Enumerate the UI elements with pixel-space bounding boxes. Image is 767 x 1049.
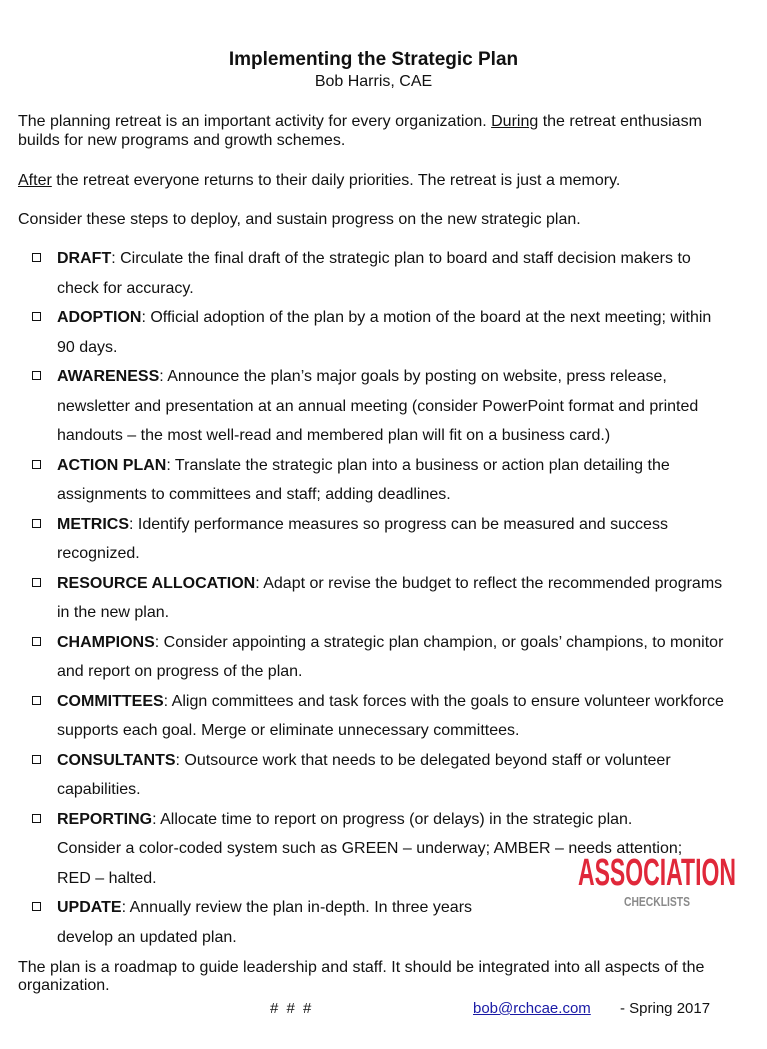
item-label: DRAFT (57, 250, 112, 267)
checklist-item-adoption (0, 303, 767, 362)
item-label: CONSULTANTS (57, 751, 176, 769)
checkbox-icon[interactable] (32, 755, 41, 764)
checkbox-icon[interactable] (32, 460, 41, 469)
underlined-word: During (491, 113, 539, 130)
checkbox-icon[interactable] (32, 312, 41, 321)
closing-paragraph: The plan is a roadmap to guide leadership and staff. It should be integrated into all aspects of the organization. (18, 959, 705, 994)
intro-text: The planning retreat is an important activity for every organization. (18, 113, 492, 130)
item-label: RESOURCE ALLOCATION (57, 574, 256, 592)
item-text: : Annually review the plan in-depth. In three years develop an updated plan. (57, 899, 473, 946)
checklist-item-draft (0, 244, 767, 303)
item-label: UPDATE (57, 899, 122, 916)
checkbox-icon[interactable] (32, 371, 41, 380)
item-text: : Circulate the final draft of the strategic plan to board and staff decision makers to check for accuracy. (57, 250, 691, 297)
item-label: CHAMPIONS (57, 633, 155, 651)
association-checklists-logo (577, 850, 737, 908)
checklist-item-metrics (0, 510, 767, 569)
item-text: : Translate the strategic plan into a business or action plan detailing the assignments to committees and staff; adding deadlines. (57, 456, 670, 503)
item-label: ADOPTION (57, 309, 142, 326)
end-marks: # # # (270, 1000, 314, 1017)
item-text: : Identify performance measures so progress can be measured and success recognized. (57, 515, 668, 562)
author-name: Bob Harris, CAE (314, 73, 433, 90)
intro-paragraph-2 (18, 171, 738, 190)
checkbox-icon[interactable] (32, 253, 41, 262)
checkbox-icon[interactable] (32, 814, 41, 823)
item-text: : Announce the plan’s major goals by posting on website, press release, newsletter and presentation at an annual meeting (consider PowerPoint format and printed handouts – the most well-read and membered plan will fit on a business card.) (57, 368, 699, 444)
item-text: : Align committees and task forces with the goals to ensure volunteer workforce supports each goal. Merge or eliminate unnecessary committees. (57, 692, 724, 739)
checklist-item-consultants (0, 746, 767, 805)
checkbox-icon[interactable] (32, 902, 41, 911)
item-label: AWARENESS (57, 368, 160, 385)
item-label: ACTION PLAN (57, 456, 167, 474)
checkbox-icon[interactable] (32, 696, 41, 705)
intro-text: the retreat everyone returns to their daily priorities. The retreat is just a memory. (51, 172, 621, 189)
logo-subtitle: CHECKLISTS (624, 894, 691, 908)
intro-text: the retreat enthusiasm builds for new programs and growth schemes. (18, 113, 702, 149)
checkbox-icon[interactable] (32, 637, 41, 646)
item-text: : Allocate time to report on progress (or delays) in the strategic plan. Consider a color-coded system such as GREEN – underway; AMBER – needs attention; RED – halted. (57, 810, 683, 887)
item-label: METRICS (57, 515, 129, 533)
checklist-item-awareness (0, 362, 767, 451)
checkbox-icon[interactable] (32, 578, 41, 587)
page-title: Implementing the Strategic Plan (228, 49, 519, 70)
footer (0, 999, 767, 1019)
footer-date: - Spring 2017 (620, 1000, 711, 1017)
item-label: COMMITTEES (57, 692, 164, 710)
checkbox-icon[interactable] (32, 519, 41, 528)
email-link[interactable]: bob@rchcae.com (473, 1000, 591, 1017)
item-label: REPORTING (57, 810, 153, 828)
checklist (0, 244, 767, 952)
checklist-item-action-plan (0, 451, 767, 510)
checklist-item-committees (0, 687, 767, 746)
intro-paragraph-1 (18, 112, 738, 150)
item-text: : Consider appointing a strategic plan champion, or goals’ champions, to monitor and report on progress of the plan. (57, 633, 724, 680)
item-text: : Adapt or revise the budget to reflect the recommended programs in the new plan. (57, 574, 723, 621)
checklist-item-champions (0, 628, 767, 687)
checklist-item-resource-allocation (0, 569, 767, 628)
item-text: : Outsource work that needs to be delegated beyond staff or volunteer capabilities. (57, 751, 671, 798)
logo-wordmark: ASSOCIATION (578, 850, 736, 894)
item-text: : Official adoption of the plan by a motion of the board at the next meeting; within 90 days. (57, 309, 712, 356)
intro-paragraph-3: Consider these steps to deploy, and sustain progress on the new strategic plan. (18, 211, 581, 228)
underlined-word: After (18, 172, 52, 189)
